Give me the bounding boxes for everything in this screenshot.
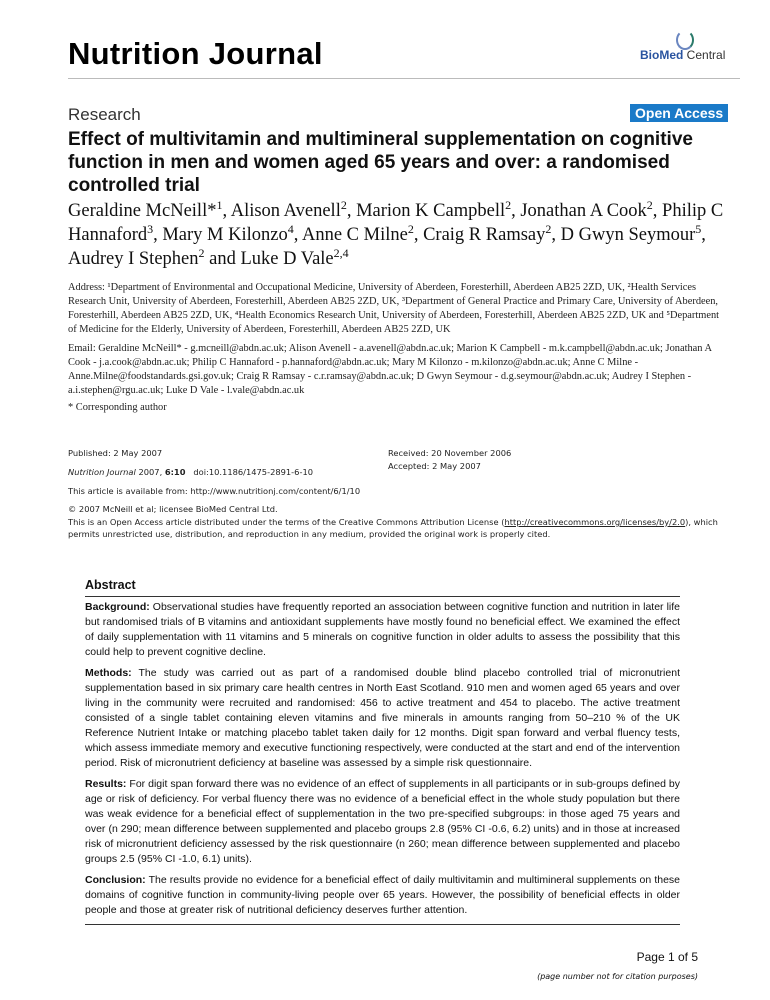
page-note: (page number not for citation purposes) — [537, 972, 698, 981]
published-date: Published: 2 May 2007 — [68, 448, 163, 458]
author — [230, 197, 347, 221]
doi: doi:10.1186/1475-2891-6-10 — [193, 467, 314, 477]
author-name: Mary M Kilonzo — [162, 225, 288, 245]
affiliations: Address: ¹Department of Environmental and Occupational Medicine, University of Aberdeen, Foresterhill, Aberdeen AB25 2ZD, UK, ²Health Services Research Unit, University of Aberdeen, Foresterhill, Aberdeen AB25 2ZD, UK, ³Department of General Practice and Primary Care, University of Aberdeen, Foresterhill, Aberdeen AB25 2ZD, UK, ⁴Health Economics Research Unit, University of Aberdeen, Foresterhill, Aberdeen AB25 2ZD, UK and ⁵Department of Medicine for the Elderly, University of Aberdeen, Foresterhill, Aberdeen AB25 2ZD, UK — [68, 282, 720, 335]
section-text: The study was carried out as part of a randomised double blind placebo controlled trial of micronutrient supplementation based in six primary care health centres in North East Scotland. 910 men and women aged 65 years and over living in the community were recruited and randomised: 456 to active treatment and 454 to placebo. The active treatment consisted of a single tablet containing eleven vitamins and five minerals in amounts ranging from 50–210 % of the UK Reference Nutrient Intake or matching placebo tablet taken daily for 12 months. Digit span forward and verbal fluency tests, which assess immediate memory and executive functioning respectively, were conducted at the start and end of the intervention period. Risk of micronutrient deficiency at baseline was assessed by a simple risk questionnaire. — [85, 667, 680, 769]
section-label: Conclusion: — [85, 874, 146, 886]
accepted-date: Accepted: 2 May 2007 — [388, 461, 481, 471]
author-affiliation: 5 — [695, 221, 702, 236]
page-number: Page 1 of 5 — [636, 950, 698, 964]
section-label: Background: — [85, 601, 150, 613]
article-url[interactable]: This article is available from: http://www.nutritionj.com/content/6/1/10 — [68, 486, 361, 496]
section-label: Research — [68, 105, 141, 124]
citation-year: 2007, — [135, 467, 165, 477]
author-affiliation: 2 — [545, 221, 552, 236]
author-name: Anne C Milne — [301, 225, 408, 245]
author — [68, 245, 205, 269]
author — [301, 221, 414, 245]
author-affiliation: 3 — [147, 221, 154, 236]
author-affiliation: 2 — [340, 197, 347, 212]
citation — [68, 466, 313, 478]
section-label: Methods: — [85, 667, 132, 679]
abstract-section — [85, 777, 680, 867]
author-name: Audrey I Stephen — [68, 249, 199, 269]
header-divider — [68, 78, 740, 79]
license-post: ), which permits unrestricted use, distribution, and reproduction in any medium, provided the original work is properly cited. — [68, 517, 718, 539]
author-affiliation: 4 — [287, 221, 294, 236]
author-emails: Email: Geraldine McNeill* - g.mcneill@abdn.ac.uk; Alison Avenell - a.avenell@abdn.ac.uk; Marion K Campbell - m.k.campbell@abdn.ac.uk; Jonathan A Cook - j.a.cook@abdn.ac.uk; Philip C Hannaford - p.hannaford@abdn.ac.uk; Mary M Kilonzo - m.kilonzo@abdn.ac.uk; Anne C Milne - Anne.Milne@foodstandards.gsi.gov.uk; Craig R Ramsay - c.r.ramsay@abdn.ac.uk; D Gwyn Seymour - d.g.seymour@abdn.ac.uk; Audrey I Stephen - a.i.stephen@rgu.ac.uk; Luke D Vale - l.vale@abdn.ac.uk — [68, 343, 712, 396]
author-name: Craig R Ramsay — [423, 225, 546, 245]
author-name: Philip C Hannaford — [68, 201, 724, 245]
abstract-heading: Abstract — [85, 578, 136, 592]
logo-rest: Central — [683, 48, 726, 62]
author-affiliation: 1 — [216, 197, 223, 212]
journal-name: Nutrition Journal — [68, 36, 323, 71]
author-name: Jonathan A Cook — [520, 201, 647, 221]
article-title: Effect of multivitamin and multimineral supplementation on cognitive function in men and women aged 65 years and over: a randomised controlled trial — [68, 129, 693, 196]
logo-ring-icon — [676, 30, 694, 50]
author-affiliation: 2,4 — [333, 245, 349, 260]
license-pre: This is an Open Access article distributed under the terms of the Creative Commons Attribution License ( — [68, 517, 505, 527]
biomed-central-logo[interactable] — [640, 30, 740, 70]
license-text — [68, 516, 718, 540]
author-affiliation: 2 — [407, 221, 414, 236]
author — [162, 221, 294, 245]
abstract-section — [85, 666, 680, 771]
author-name: Geraldine McNeill* — [68, 201, 217, 221]
abstract-bottom-rule — [85, 924, 680, 925]
abstract-top-rule — [85, 596, 680, 597]
logo-bold: BioMed — [640, 48, 684, 62]
abstract-section — [85, 600, 680, 660]
section-label: Results: — [85, 778, 127, 790]
corresponding-note: * Corresponding author — [68, 402, 167, 413]
author — [356, 197, 512, 221]
abstract-section — [85, 873, 680, 918]
author-list: Geraldine McNeill*$^1$, Alison Avenell$^2$, Marion K Campbell$^2$, Jonathan A Cook$^2$, Philip C Hannaford$^3$, Mary M Kilonzo$^4$, Anne C Milne$^2$, Craig R Ramsay$^2$, D Gwyn Seymour$^5$, Audrey I Stephen$^2$ and Luke D Vale$^{2,4}$ — [68, 197, 724, 269]
license-link[interactable]: http://creativecommons.org/licenses/by/2.0 — [504, 517, 686, 527]
author — [68, 197, 223, 221]
article-front-matter — [68, 104, 740, 415]
author-name: Marion K Campbell — [356, 201, 506, 221]
author — [423, 221, 552, 245]
citation-volume: 6:10 — [164, 467, 186, 477]
author-name: Luke D Vale — [240, 249, 334, 269]
author — [560, 221, 702, 245]
abstract — [85, 578, 680, 925]
author — [240, 245, 349, 269]
open-access-badge: Open Access — [630, 104, 728, 122]
section-text: Observational studies have frequently reported an association between cognitive function and nutrition in later life but randomised trials of B vitamins and antioxidant supplements have mostly found no beneficial effect. We examined the effect of daily supplementation with 11 vitamins and 5 minerals on cognitive function in older adults to assess the possibility that this could help to prevent cognitive decline. — [85, 601, 680, 658]
section-text: The results provide no evidence for a beneficial effect of daily multivitamin and multimineral supplements on these domains of cognitive function in community-living people over 65 years. However, the possibility of beneficial effects in older people and those at greater risk of nutritional deficiency deserves further attention. — [85, 874, 680, 916]
author — [520, 197, 653, 221]
author-affiliation: 2 — [505, 197, 512, 212]
author-name: D Gwyn Seymour — [560, 225, 696, 245]
section-text: For digit span forward there was no evidence of an effect of supplements in all participants or in sub-groups defined by age or risk of deficiency. For verbal fluency there was no evidence of a beneficial effect in the whole study population but there was weak evidence for a beneficial effect of supplementation in the two pre-specified subgroups: in those aged 75 years and over (n 290; mean difference between supplemented and placebo groups 2.8 (95% CI -0.6, 6.2) units) and in those at increased risk of micronutrient deficiency assessed by the risk questionnaire (n 260; mean difference between supplemented and placebo groups 2.5 (95% CI -1.0, 6.1) units). — [85, 778, 680, 865]
journal-italic: Nutrition Journal — [68, 467, 136, 477]
author-affiliation: 2 — [646, 197, 653, 212]
author-name: Alison Avenell — [230, 201, 341, 221]
received-date: Received: 20 November 2006 — [388, 448, 512, 458]
author-affiliation: 2 — [198, 245, 205, 260]
copyright: © 2007 McNeill et al; licensee BioMed Central Ltd. — [68, 504, 278, 514]
